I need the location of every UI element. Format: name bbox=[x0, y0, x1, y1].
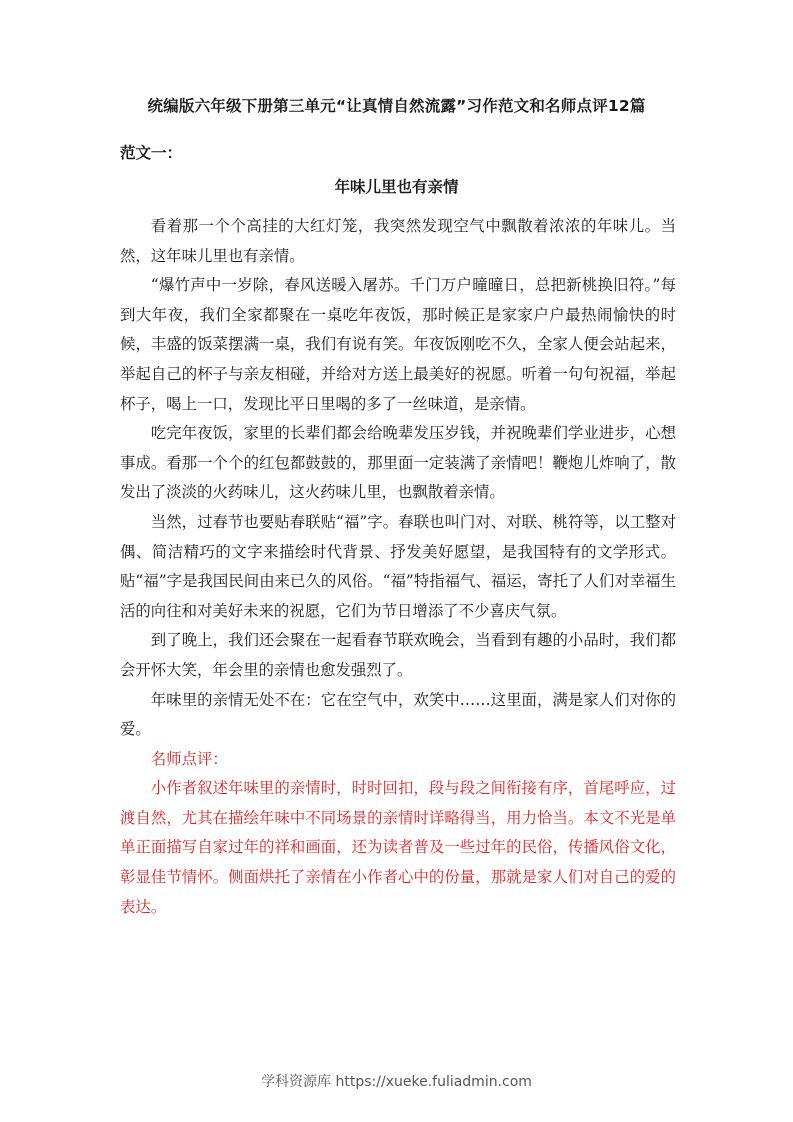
paragraph: 吃完年夜饭，家里的长辈们都会给晚辈发压岁钱，并祝晚辈们学业进步，心想事成。看那一个个的红包都鼓鼓的，那里面一定装满了亲情吧！鞭炮儿炸响了，散发出了淡淡的火药味儿，这火药味儿里，也飘散着亲情。 bbox=[120, 424, 676, 502]
paragraph: 当然，过春节也要贴春联贴“福”字。春联也叫门对、对联、桃符等，以工整对偶、简洁精巧的文字来描绘时代背景、抒发美好愿望，是我国特有的文学形式。贴“福”字是我国民间由来已久的风俗。“福”特指福气、福运，寄托了人们对幸福生活的向往和对美好未来的祝愿，它们为节日增添了不少喜庆气氛。 bbox=[120, 512, 676, 620]
teacher-comment-label: 名师点评： bbox=[150, 749, 228, 768]
section-label: 范文一： bbox=[120, 144, 183, 162]
document-title: 统编版六年级下册第三单元“让真情自然流露”习作范文和名师点评12篇 bbox=[147, 97, 646, 115]
essay-title: 年味儿里也有亲情 bbox=[334, 178, 459, 196]
paragraph: “爆竹声中一岁除，春风送暖入屠苏。千门万户曈曈日，总把新桃换旧符。”每到大年夜，我们全家都聚在一桌吃年夜饭，那时候正是家家户户最热闹愉快的时候，丰盛的饭菜摆满一桌，我们有说有笑。年夜饭刚吃不久，全家人便会站起来，举起自己的杯子与亲友相碰，并给对方送上最美好的祝愿。听着一句句祝福，举起杯子，喝上一口，发现比平日里喝的多了一丝味道，是亲情。 bbox=[120, 276, 676, 413]
teacher-comment: 小作者叙述年味里的亲情时，时时回扣，段与段之间衔接有序，首尾呼应，过渡自然，尤其在描绘年味中不同场景的亲情时详略得当，用力恰当。本文不光是单单正面描写自家过年的祥和画面，还为读者普及一些过年的民俗，传播风俗文化，彰显佳节情怀。侧面烘托了亲情在小作者心中的份量，那就是家人们对自己的爱的表达。 bbox=[120, 779, 676, 916]
paragraph: 到了晚上，我们还会聚在一起看春节联欢晚会，当看到有趣的小品时，我们都会开怀大笑，年会里的亲情也愈发强烈了。 bbox=[120, 631, 676, 679]
paragraph: 看着那一个个高挂的大红灯笼，我突然发现空气中飘散着浓浓的年味儿。当然，这年味儿里也有亲情。 bbox=[120, 217, 676, 265]
footer-source: 学科资源库 https://xueke.fuliadmin.com bbox=[261, 1074, 532, 1090]
essay-body bbox=[120, 212, 676, 922]
paragraph: 年味里的亲情无处不在：它在空气中，欢笑中……这里面，满是家人们对你的爱。 bbox=[120, 690, 676, 739]
